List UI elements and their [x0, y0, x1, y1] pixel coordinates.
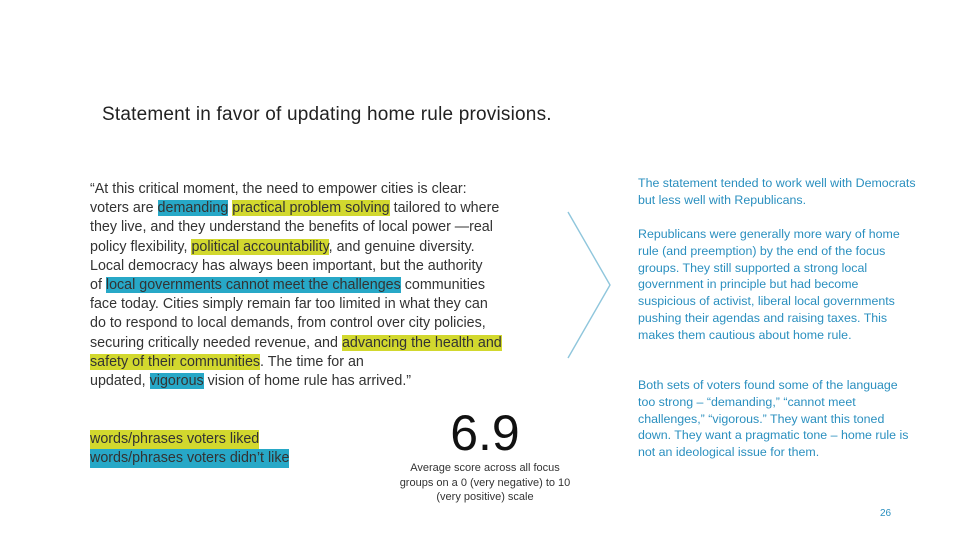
- note-language-too-strong: Both sets of voters found some of the language too strong – “demanding,” “cannot meet challenges,” “vigorous.” They want this toned down. They want a pragmatic tone – home rule is not an ideological issue for them.: [638, 378, 909, 460]
- page-number: 26: [880, 508, 892, 519]
- note-republicans-wary: Republicans were generally more wary of home rule (and preemption) by the end of the focus groups. They still supported a strong local government in principle but had become suspicious of activist, liberal local governments pushing their agendas and raising taxes. This makes them cautious about home rule.: [638, 227, 900, 342]
- highlight-legend: [90, 430, 289, 468]
- quote-text: updated,: [90, 373, 150, 390]
- quote-text: Local democracy has always been important, but the authority: [90, 257, 483, 274]
- score-caption-line: (very positive) scale: [436, 491, 534, 503]
- score-caption: [390, 461, 580, 505]
- disliked-phrase: demanding: [157, 200, 229, 217]
- chevron-divider-icon: [560, 210, 620, 360]
- quote-text: . The time for an: [260, 353, 364, 370]
- quote-text: voters are: [90, 200, 158, 217]
- quote-text: of: [90, 277, 106, 294]
- liked-phrase: political accountability: [191, 238, 329, 255]
- liked-phrase: practical problem solving: [232, 200, 390, 217]
- quote-text: they live, and they understand the benefits of local power —real: [90, 219, 493, 236]
- average-score: 6.9: [450, 405, 520, 461]
- quote-text: communities: [400, 277, 485, 294]
- quote-line-4: [90, 238, 560, 257]
- quote-line-7: [90, 295, 560, 314]
- quote-text: policy flexibility,: [90, 238, 192, 255]
- note-democrats-republicans: The statement tended to work well with Democrats but less well with Republicans.: [638, 176, 916, 207]
- quote-line-5: [90, 257, 560, 276]
- disliked-phrase: local governments cannot meet the challenges: [105, 277, 401, 294]
- quote-line-11: [90, 372, 560, 391]
- quote-line-9: [90, 334, 560, 353]
- quote-line-2: [90, 199, 560, 218]
- quote-text: tailored to where: [389, 200, 500, 217]
- quote-line-8: [90, 314, 560, 333]
- statement-quote: [90, 180, 560, 391]
- legend-liked: words/phrases voters liked: [90, 431, 260, 447]
- quote-text: securing critically needed revenue, and: [90, 334, 342, 351]
- quote-text: , and genuine diversity.: [328, 238, 475, 255]
- score-caption-line: Average score across all focus: [410, 462, 560, 474]
- quote-line-1: [90, 180, 560, 199]
- quote-text: vision of home rule has arrived.”: [203, 373, 412, 390]
- quote-text: do to respond to local demands, from control over city policies,: [90, 315, 486, 332]
- legend-disliked: words/phrases voters didn’t like: [90, 450, 290, 466]
- slide-title: Statement in favor of updating home rule provisions.: [102, 104, 552, 125]
- quote-text: face today. Cities simply remain far too limited in what they can: [90, 296, 488, 313]
- quote-line-10: [90, 353, 560, 372]
- score-caption-line: groups on a 0 (very negative) to 10: [399, 476, 571, 489]
- quote-line-3: [90, 218, 560, 237]
- quote-line-6: [90, 276, 560, 295]
- liked-phrase: safety of their communities: [90, 353, 261, 370]
- quote-text: “At this critical moment, the need to empower cities is clear:: [90, 181, 467, 197]
- disliked-phrase: vigorous: [149, 373, 204, 390]
- liked-phrase: advancing the health and: [341, 334, 502, 351]
